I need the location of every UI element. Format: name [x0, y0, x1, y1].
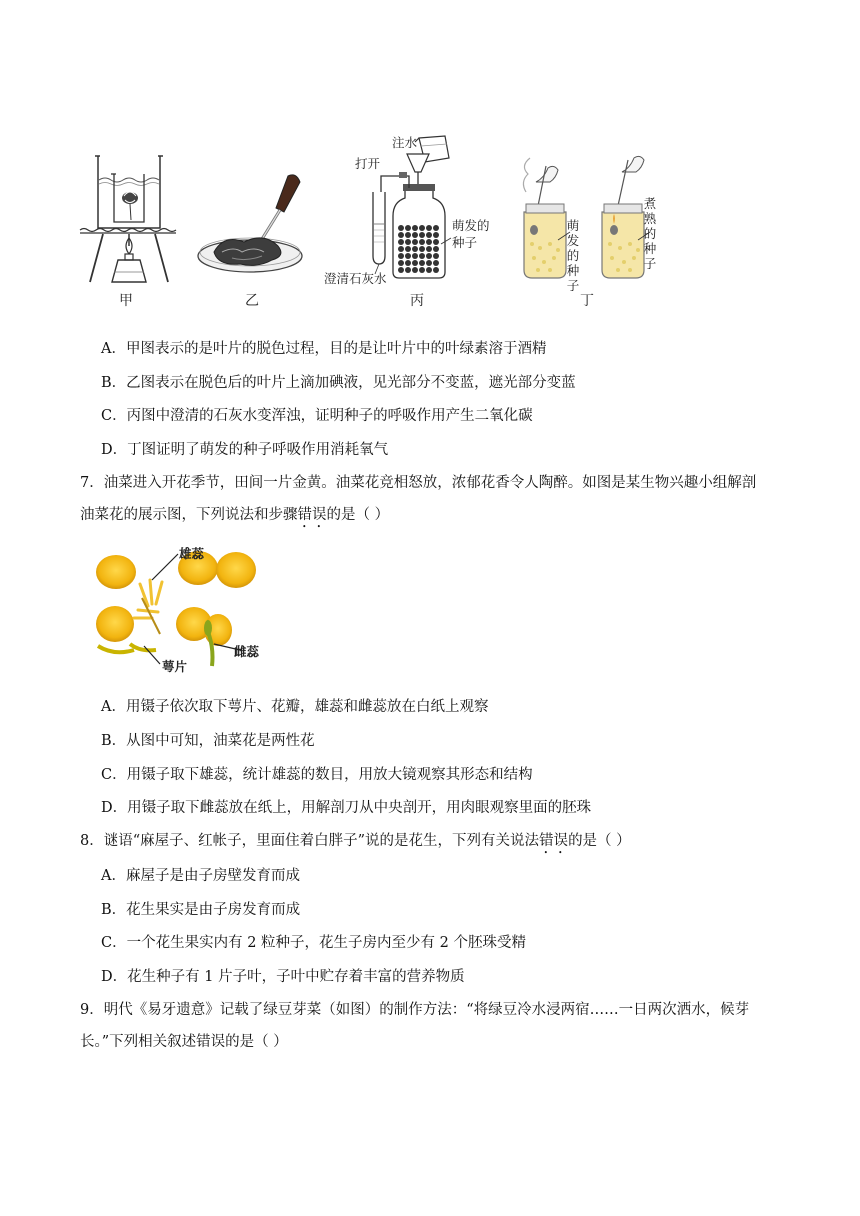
label-cirui: 雌蕊 [234, 644, 260, 659]
q7-stem-line2-post: 的是（ ） [326, 507, 390, 523]
q7-option-b: B．从图中可知，油菜花是两性花 [101, 733, 315, 749]
q8-option-d: D．花生种子有 1 片子叶，子叶中贮存着丰富的营养物质 [101, 969, 465, 985]
q8-stem-post: 的是（ ） [568, 833, 631, 849]
q8-option-c: C．一个花生果实内有 2 粒种子，花生子房内至少有 2 个胚珠受精 [101, 935, 526, 951]
q8-stem-emphasis: 错误 [539, 833, 569, 849]
q7-stem-emphasis: 错误 [297, 507, 327, 523]
figure-yi-apparatus [192, 172, 314, 282]
q8-stem-pre: 8．谜语“麻屋子、红帐子，里面住着白胖子”说的是花生，下列有关说法 [80, 833, 540, 849]
figure-caption-ding: 丁 [580, 293, 594, 309]
q8-stem [80, 831, 631, 857]
q7-option-a: A．用镊子依次取下萼片、花瓣，雄蕊和雌蕊放在白纸上观察 [101, 699, 489, 715]
q9-stem-line2: 长。”下列相关叙述错误的是（ ） [80, 1034, 288, 1050]
label-mengfa-de: 萌发的 [452, 218, 490, 233]
label-chengqing-shihuishui: 澄清石灰水 [324, 271, 387, 286]
q7-option-d: D．用镊子取下雌蕊放在纸上，用解剖刀从中央剖开，用肉眼观察里面的胚珠 [101, 800, 592, 816]
q7-stem-line2-pre: 油菜花的展示图，下列说法和步骤 [80, 507, 298, 523]
label-zhongzi: 种子 [452, 235, 478, 250]
label-zhushui: 注水 [392, 135, 418, 150]
figure-jia-apparatus [78, 150, 178, 285]
q7-option-c: C．用镊子取下雄蕊，统计雄蕊的数目，用放大镜观察其形态和结构 [101, 767, 533, 783]
q9-stem-line1: 9．明代《易牙遗意》记载了绿豆芽菜（如图）的制作方法：“将绿豆冷水浸两宿……一日两次洒水，候芽 [80, 1002, 750, 1018]
figure-caption-bing: 丙 [410, 293, 424, 309]
label-epian: 萼片 [162, 659, 188, 674]
q7-stem-line1: 7．油菜进入开花季节，田间一片金黄。油菜花竞相怒放，浓郁花香令人陶醉。如图是某生物兴趣小组解剖 [80, 475, 757, 491]
q8-option-b: B．花生果实是由子房发育而成 [101, 902, 301, 918]
figure-caption-jia: 甲 [119, 293, 133, 309]
figure-caption-yi: 乙 [245, 293, 259, 309]
q6-option-a: A．甲图表示的是叶片的脱色过程，目的是让叶片中的叶绿素溶于酒精 [101, 341, 547, 357]
q7-stem-line2 [80, 505, 389, 531]
figure-bing-apparatus [355, 132, 515, 284]
q6-option-d: D．丁图证明了萌发的种子呼吸作用消耗氧气 [101, 442, 389, 458]
label-zhushu-de-zhongzi: 煮熟的种子 [643, 196, 657, 271]
label-mengfa-de-zhongzi: 萌发的种子 [566, 218, 580, 293]
label-dakai: 打开 [355, 156, 381, 171]
label-xiongrui: 雄蕊 [179, 546, 205, 561]
q6-option-c: C．丙图中澄清的石灰水变浑浊，证明种子的呼吸作用产生二氧化碳 [101, 408, 533, 424]
q8-option-a: A．麻屋子是由子房壁发育而成 [101, 868, 300, 884]
q6-option-b: B．乙图表示在脱色后的叶片上滴加碘液，见光部分不变蓝，遮光部分变蓝 [101, 375, 576, 391]
